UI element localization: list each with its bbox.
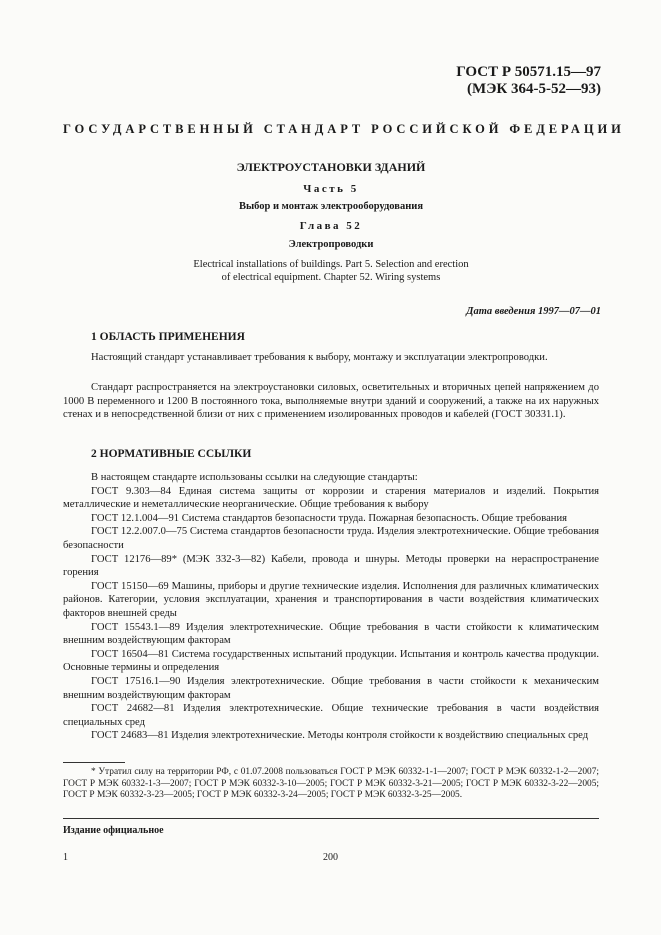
footnote-separator bbox=[63, 762, 125, 763]
reference-item: ГОСТ 15543.1—89 Изделия электротехнические. Общие требования в части стойкости к климатическим внешним воздействующим факторам bbox=[63, 621, 599, 647]
iec-number: (МЭК 364-5-52—93) bbox=[467, 81, 601, 97]
reference-item: ГОСТ 17516.1—90 Изделия электротехнические. Общие требования в части стойкости к механическим внешним воздействующим факторам bbox=[63, 675, 599, 701]
reference-item: ГОСТ 12.2.007.0—75 Система стандартов безопасности труда. Изделия электротехнические. Общие требования безопасности bbox=[63, 526, 599, 551]
references-list bbox=[63, 471, 599, 743]
reference-item: ГОСТ 24683—81 Изделия электротехнические. Методы контроля стойкости к воздействию специальных сред bbox=[91, 730, 589, 742]
section-2-heading: 2 НОРМАТИВНЫЕ ССЫЛКИ bbox=[91, 448, 252, 460]
chapter-label: Глава 52 bbox=[299, 220, 363, 232]
section-1-heading: 1 ОБЛАСТЬ ПРИМЕНЕНИЯ bbox=[91, 331, 245, 343]
reference-item: ГОСТ 12.1.004—91 Система стандартов безопасности труда. Пожарная безопасность. Общие требования bbox=[91, 512, 567, 524]
chapter-name: Электропроводки bbox=[288, 239, 374, 250]
document-title: ЭЛЕКТРОУСТАНОВКИ ЗДАНИЙ bbox=[236, 160, 426, 174]
official-edition-label: Издание официальное bbox=[63, 825, 164, 836]
references-intro: В настоящем стандарте использованы ссылки на следующие стандарты: bbox=[91, 472, 418, 483]
reference-item: ГОСТ 24682—81 Изделия электротехнические. Общие технические требования в части воздействия специальных сред bbox=[63, 703, 599, 728]
reference-item: ГОСТ 12176—89* (МЭК 332-3—82) Кабели, провода и шнуры. Методы проверки на нераспространение горения bbox=[63, 553, 599, 579]
part-label: Часть 5 bbox=[303, 183, 359, 195]
reference-item: ГОСТ 15150—69 Машины, приборы и другие технические изделия. Исполнения для различных климатических районов. Категории, условия эксплуатации, хранения и транспортирования в части воздействия климатических факторов внешней среды bbox=[63, 580, 599, 619]
part-name: Выбор и монтаж электрооборудования bbox=[238, 201, 424, 212]
reference-item: ГОСТ 16504—81 Система государственных испытаний продукции. Испытания и контроль качества продукции. Основные термины и определения bbox=[63, 648, 599, 674]
section-1-paragraph: Стандарт распространяется на электроустановки силовых, осветительных и вторичных цепей напряжением до 1000 В переменного и 1200 В постоянного тока, выполняемые внутри зданий и сооружений, а также на их наружных стенах и в непосредственной близи от них с применением изолированных проводов и кабелей (ГОСТ 30331.1). bbox=[63, 382, 599, 421]
effective-date: Дата введения 1997—07—01 bbox=[466, 306, 601, 317]
english-title-line1: Electrical installations of buildings. Part 5. Selection and erection bbox=[193, 259, 469, 270]
reference-item: ГОСТ 9.303—84 Единая система защиты от коррозии и старения материалов и изделий. Покрытия металлические и неметаллические неорганические. Общие требования к выбору bbox=[63, 485, 599, 511]
footnote: * Утратил силу на территории РФ, с 01.07.2008 пользоваться ГОСТ Р МЭК 60332-1-1—2007; ГОСТ Р МЭК 60332-1-2—2007; ГОСТ Р МЭК 60332-1-3—2007; ГОСТ Р МЭК 60332-3-10—2005; ГОСТ Р МЭК 60332-3-21—2005; ГОСТ Р МЭК 60332-3-22—2005; ГОСТ Р МЭК 60332-3-23—2005; ГОСТ Р МЭК 60332-3-24—2005; ГОСТ Р МЭК 60332-3-25—2005. bbox=[63, 767, 599, 800]
section-1-paragraph: Настоящий стандарт устанавливает требования к выбору, монтажу и эксплуатации электропроводки. bbox=[91, 352, 548, 363]
english-title-line2: of electrical equipment. Chapter 52. Wiring systems bbox=[221, 272, 441, 283]
page-number-left: 1 bbox=[63, 852, 68, 863]
footer-rule bbox=[63, 818, 599, 819]
standard-number: ГОСТ Р 50571.15—97 bbox=[456, 64, 601, 80]
standard-number-block bbox=[456, 64, 601, 98]
english-title bbox=[63, 258, 599, 284]
state-standard-banner: ГОСУДАРСТВЕННЫЙ СТАНДАРТ РОССИЙСКОЙ ФЕДЕРАЦИИ bbox=[63, 122, 625, 136]
page-number-center: 200 bbox=[323, 852, 338, 863]
